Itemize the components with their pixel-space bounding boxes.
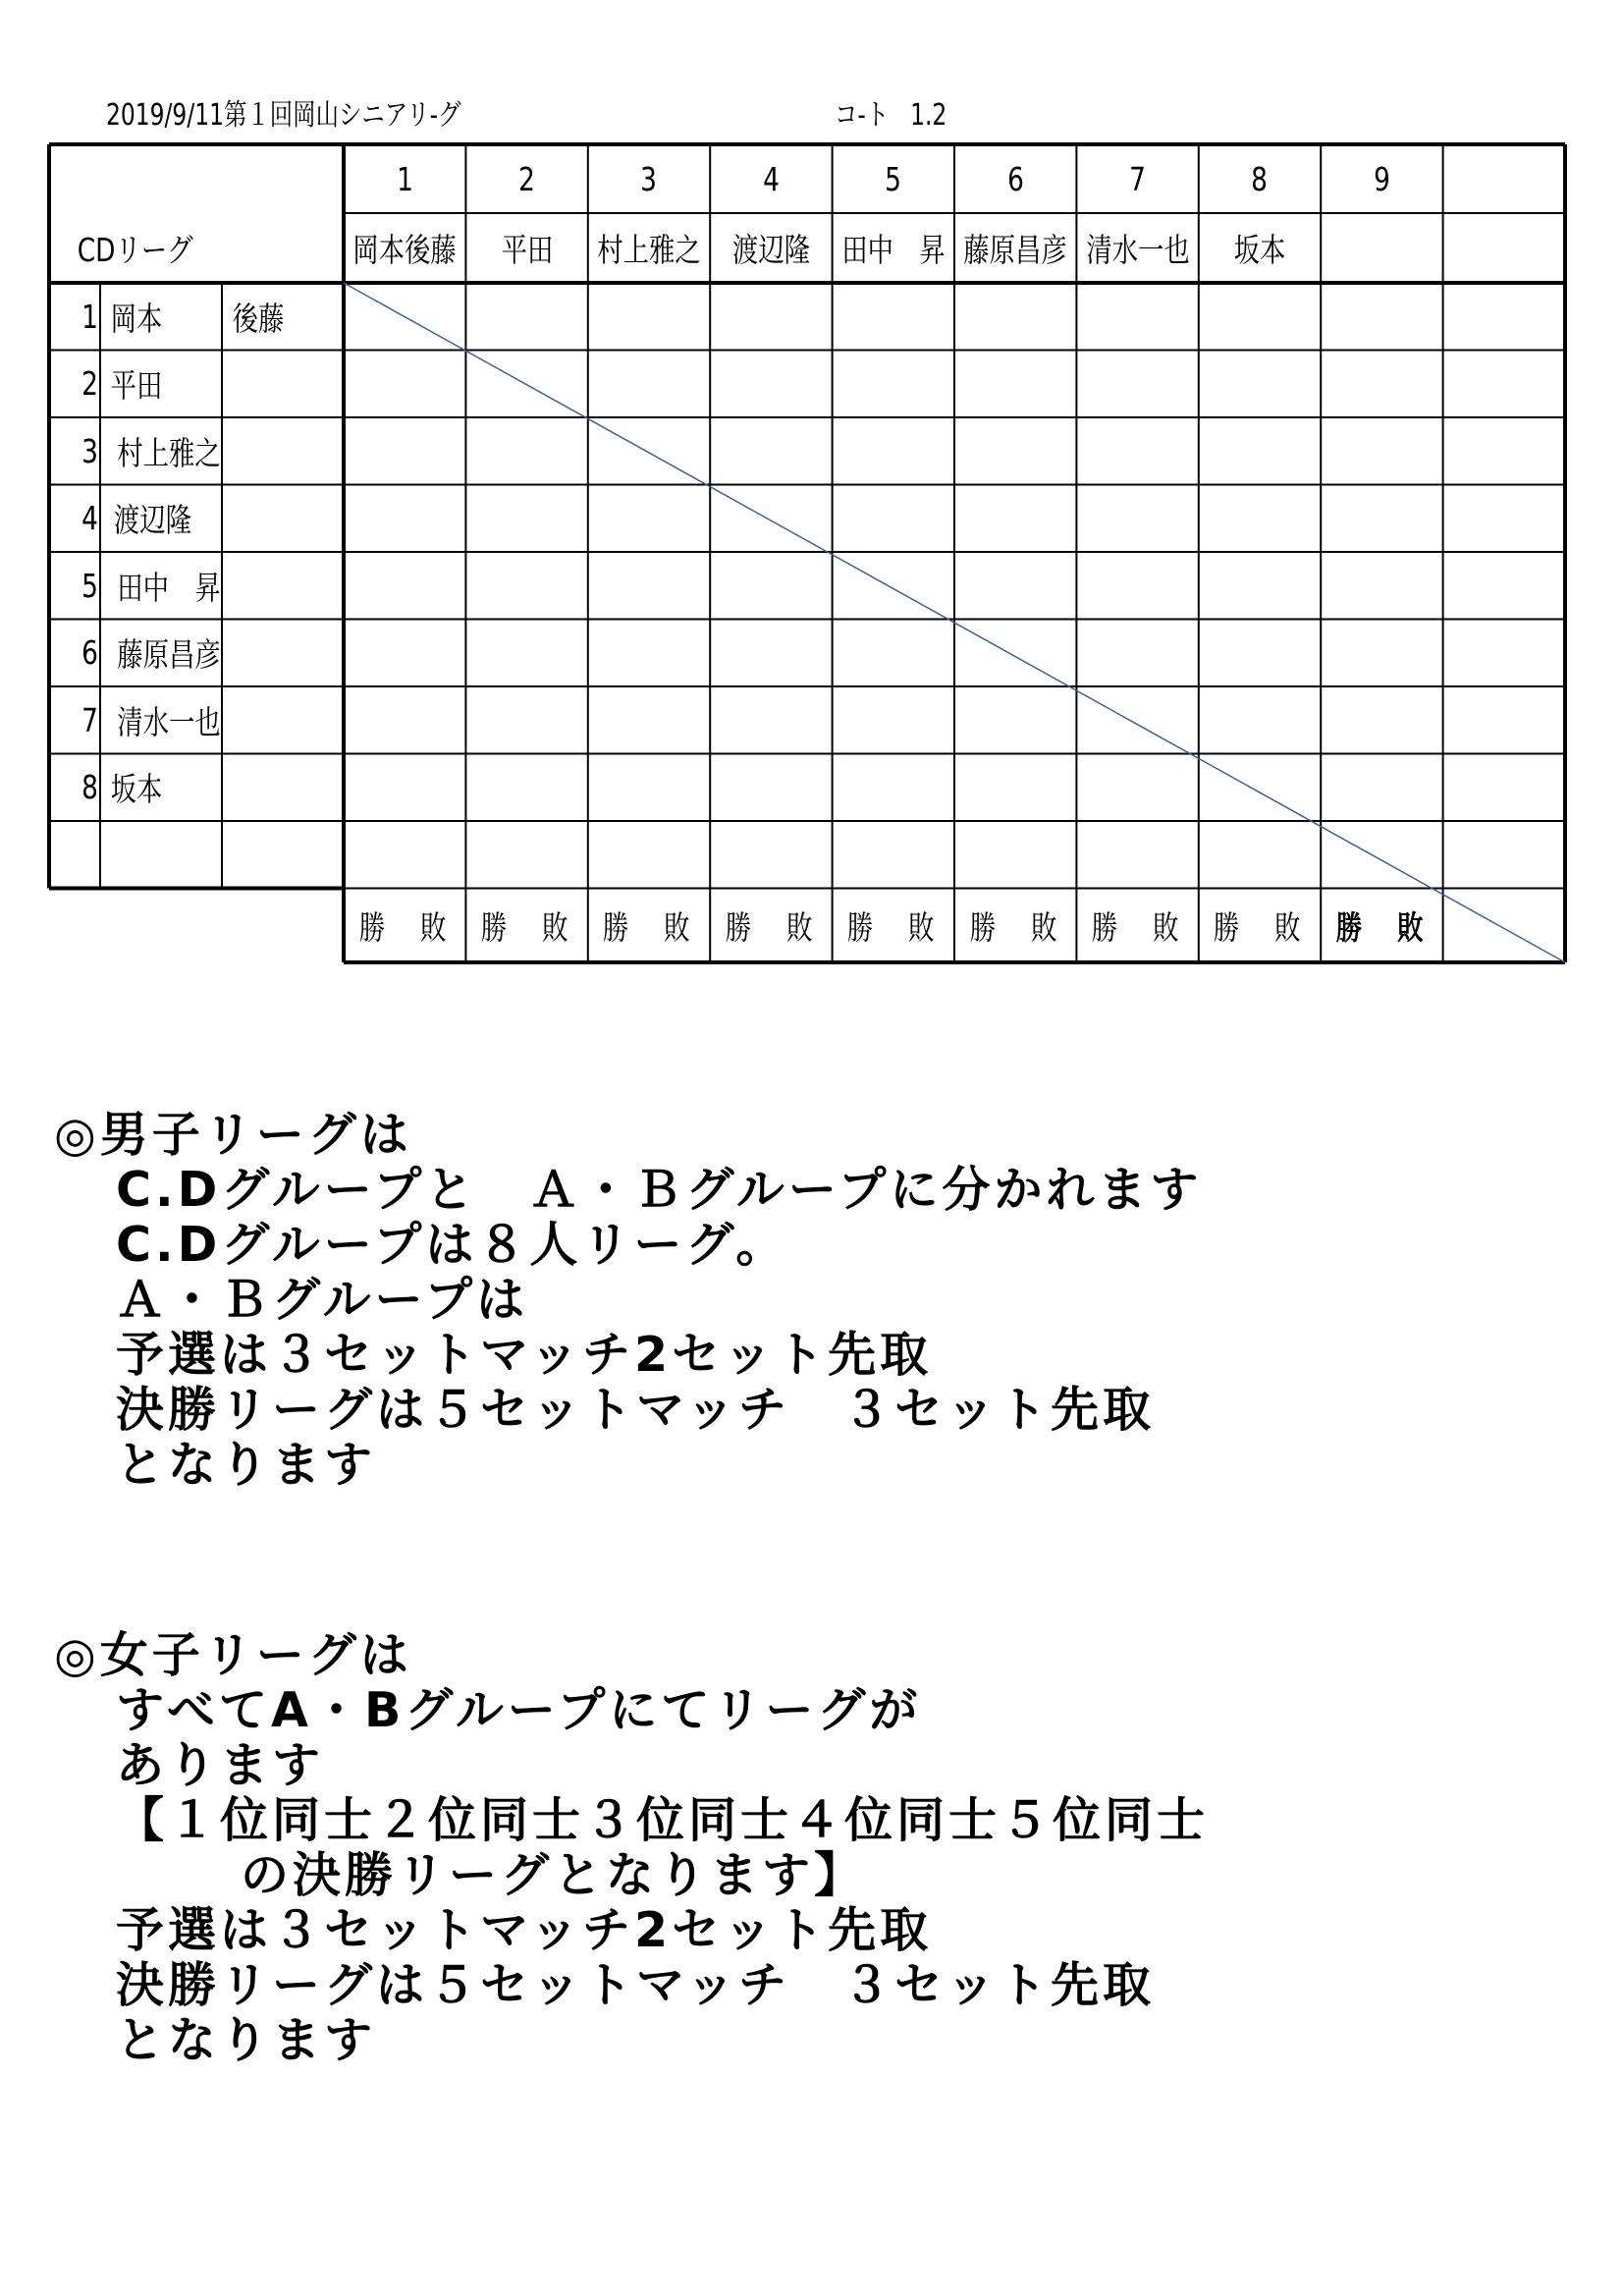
column-player-name bbox=[588, 213, 710, 283]
win-loss-label-text: 勝 敗 bbox=[1091, 907, 1184, 947]
column-number-text: 4 bbox=[762, 159, 780, 198]
column-player-name-text: 平田 bbox=[501, 231, 553, 269]
row-number bbox=[49, 351, 104, 418]
notes-men-line: Ａ・Ｂグループは bbox=[116, 1272, 529, 1328]
column-player-name-text: 坂本 bbox=[1233, 231, 1286, 269]
row-number-text: 1 bbox=[81, 297, 98, 336]
column-player-name bbox=[833, 213, 954, 283]
column-player-name bbox=[465, 213, 587, 283]
row-number bbox=[49, 821, 104, 889]
row-partner-name bbox=[222, 351, 348, 418]
row-partner-name bbox=[222, 754, 348, 822]
notes-women-line: すべてA・Bグループにてリーグが bbox=[116, 1682, 922, 1738]
row-player-name bbox=[100, 552, 226, 620]
row-number bbox=[49, 417, 104, 485]
column-player-name-text: 田中 昇 bbox=[840, 231, 946, 269]
column-number-text: 9 bbox=[1373, 159, 1390, 198]
column-player-name-text: 村上雅之 bbox=[597, 231, 701, 269]
row-partner-name bbox=[222, 686, 348, 754]
win-loss-label-text: 勝 敗 bbox=[846, 907, 940, 947]
row-partner-name bbox=[222, 821, 348, 889]
row-number-text: 3 bbox=[81, 431, 98, 470]
column-number-text: 3 bbox=[640, 159, 658, 198]
column-player-name-text: 岡本後藤 bbox=[352, 231, 458, 269]
column-player-name bbox=[1076, 213, 1198, 283]
row-number bbox=[49, 485, 104, 553]
row-player-name-text: 清水一也 bbox=[117, 702, 221, 741]
column-number bbox=[710, 144, 832, 213]
win-loss-label bbox=[833, 889, 954, 963]
row-player-name-text: 岡本 bbox=[110, 299, 163, 338]
row-player-name-text: 平田 bbox=[110, 366, 163, 406]
row-number bbox=[49, 620, 104, 687]
notes-men-line: 予選は３セットマッチ2セット先取 bbox=[116, 1327, 933, 1383]
row-number bbox=[49, 552, 104, 620]
column-number-text: 2 bbox=[518, 159, 535, 198]
row-player-name-text: 渡辺隆 bbox=[113, 501, 192, 540]
notes-men-line: となります bbox=[116, 1437, 377, 1493]
win-loss-label-text: 勝 敗 bbox=[603, 907, 695, 947]
row-number-text: 6 bbox=[81, 633, 98, 673]
row-player-name-text: 村上雅之 bbox=[117, 433, 221, 472]
league-name-text: CDリーグ bbox=[77, 231, 193, 269]
notes-women-line: 【１位同士２位同士３位同士４位同士５位同士 bbox=[116, 1792, 1210, 1848]
row-player-name bbox=[100, 351, 226, 418]
notes-men-line: C.Dグループは８人リーグ。 bbox=[116, 1217, 788, 1273]
column-number-text: 7 bbox=[1129, 159, 1146, 198]
notes-women-line: 予選は３セットマッチ2セット先取 bbox=[116, 1902, 933, 1958]
column-player-name bbox=[1321, 213, 1442, 283]
column-number bbox=[1321, 144, 1442, 213]
row-number-text: 8 bbox=[81, 768, 98, 807]
win-loss-label bbox=[588, 889, 710, 963]
row-player-name bbox=[100, 821, 226, 889]
notes-men-line: 決勝リーグは５セットマッチ ３セット先取 bbox=[116, 1382, 1156, 1438]
row-player-name bbox=[100, 686, 226, 754]
row-partner-name bbox=[222, 552, 348, 620]
column-number bbox=[1076, 144, 1198, 213]
column-number bbox=[344, 144, 465, 213]
row-partner-name bbox=[222, 283, 348, 351]
column-number bbox=[588, 144, 710, 213]
column-number bbox=[1199, 144, 1321, 213]
column-number bbox=[1443, 144, 1565, 213]
column-player-name bbox=[1443, 213, 1565, 283]
column-player-name bbox=[1199, 213, 1321, 283]
row-number bbox=[49, 283, 104, 351]
win-loss-label bbox=[710, 889, 832, 963]
win-loss-label bbox=[465, 889, 587, 963]
column-number-text: 1 bbox=[396, 159, 413, 198]
notes-women-line: 決勝リーグは５セットマッチ ３セット先取 bbox=[116, 1957, 1156, 2013]
page-title: 2019/9/11第１回岡山シニアリ-グ bbox=[106, 98, 461, 133]
row-partner-name bbox=[222, 620, 348, 687]
row-player-name-text: 坂本 bbox=[110, 770, 163, 809]
win-loss-label-text: 勝 敗 bbox=[969, 907, 1061, 947]
notes-women-line: ◎女子リーグは bbox=[54, 1627, 412, 1683]
notes-men-line: ◎男子リーグは bbox=[54, 1107, 412, 1163]
win-loss-label bbox=[954, 889, 1076, 963]
column-player-name bbox=[344, 213, 465, 283]
row-number bbox=[49, 754, 104, 822]
column-player-name bbox=[954, 213, 1076, 283]
win-loss-label bbox=[1321, 889, 1442, 963]
win-loss-label-text: 勝 敗 bbox=[1335, 907, 1429, 947]
win-loss-label bbox=[1199, 889, 1321, 963]
league-name bbox=[59, 213, 348, 283]
row-partner-name bbox=[222, 485, 348, 553]
row-player-name bbox=[100, 754, 226, 822]
column-number bbox=[465, 144, 587, 213]
notes-women-line: あります bbox=[116, 1737, 325, 1793]
column-player-name-text: 藤原昌彦 bbox=[963, 231, 1068, 269]
column-player-name-text: 清水一也 bbox=[1085, 231, 1190, 269]
column-player-name bbox=[710, 213, 832, 283]
notes-men-line: C.Dグループと Ａ・Ｂグループに分かれます bbox=[116, 1162, 1203, 1218]
win-loss-label-text: 勝 敗 bbox=[480, 907, 573, 947]
row-number-text: 7 bbox=[81, 700, 98, 739]
notes-women-line: となります bbox=[116, 2012, 377, 2068]
row-partner-name-text: 後藤 bbox=[232, 299, 285, 338]
win-loss-label-text: 勝 敗 bbox=[358, 907, 451, 947]
court-label-text: コ-ト bbox=[835, 98, 890, 133]
win-loss-label bbox=[1076, 889, 1198, 963]
row-player-name-text: 藤原昌彦 bbox=[117, 635, 221, 675]
column-number bbox=[833, 144, 954, 213]
row-player-name bbox=[100, 283, 226, 351]
row-player-name bbox=[100, 620, 226, 687]
row-number-text: 2 bbox=[81, 364, 98, 404]
notes-women-line: の決勝リーグとなります】 bbox=[241, 1847, 866, 1903]
row-player-name bbox=[100, 485, 226, 553]
column-number-text: 8 bbox=[1251, 159, 1269, 198]
win-loss-label-text: 勝 敗 bbox=[725, 907, 818, 947]
column-player-name-text: 渡辺隆 bbox=[731, 231, 810, 269]
court-number: 1.2 bbox=[910, 98, 947, 133]
row-partner-name bbox=[222, 417, 348, 485]
row-number-text: 4 bbox=[81, 499, 98, 538]
column-number-text: 5 bbox=[885, 159, 902, 198]
column-number bbox=[954, 144, 1076, 213]
row-number bbox=[49, 686, 104, 754]
row-number-text: 5 bbox=[81, 566, 98, 605]
column-number-text: 6 bbox=[1006, 159, 1024, 198]
win-loss-label-text: 勝 敗 bbox=[1214, 907, 1306, 947]
row-player-name bbox=[100, 417, 226, 485]
win-loss-label bbox=[344, 889, 465, 963]
row-player-name-text: 田中 昇 bbox=[117, 568, 221, 607]
